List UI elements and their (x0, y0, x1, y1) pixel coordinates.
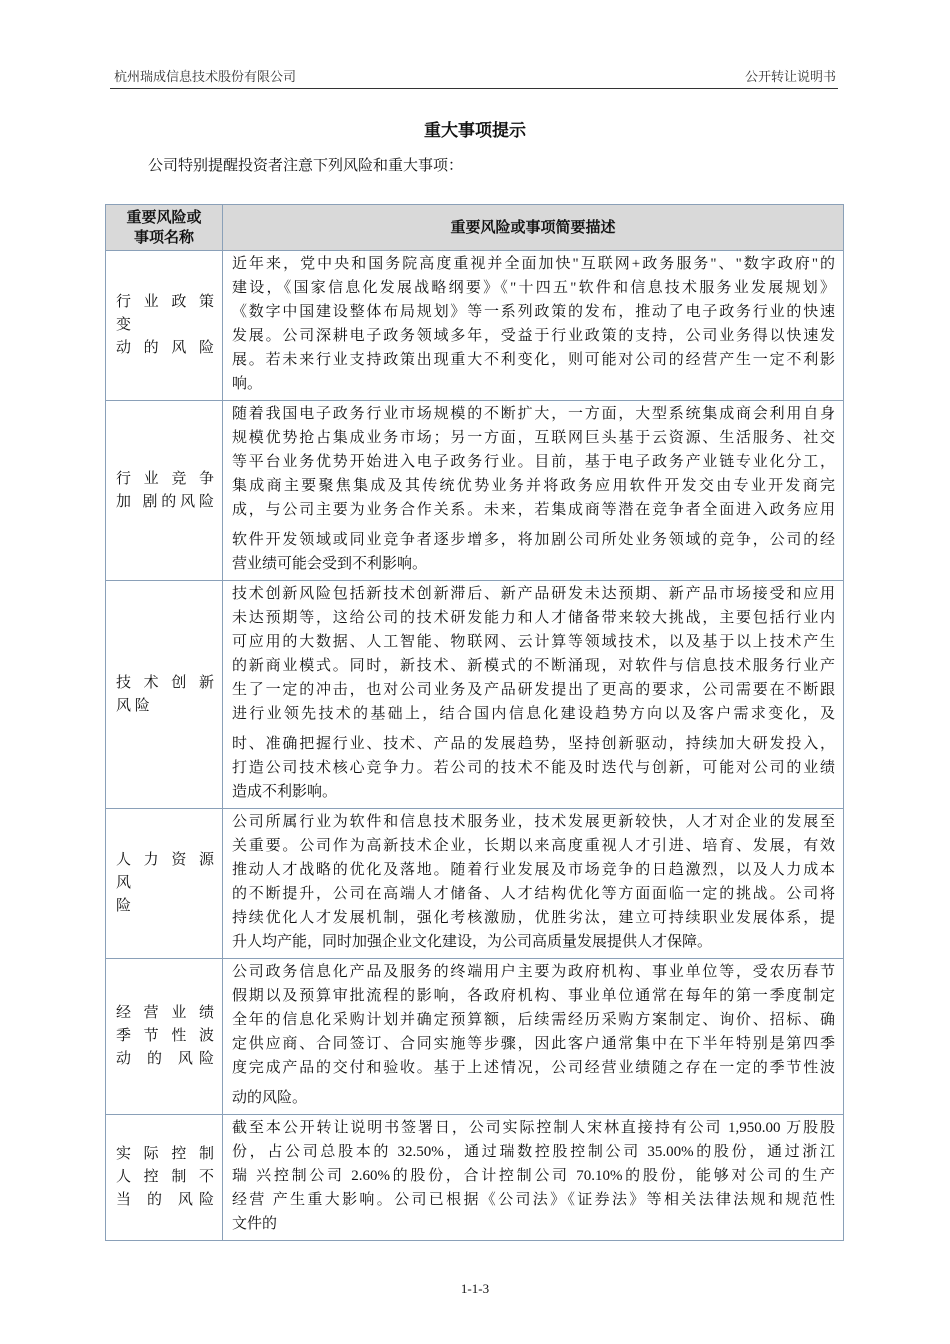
risk-name-line: 行 业 政 策 (116, 294, 214, 310)
risk-name-line: 经 营 业 绩 (116, 1005, 214, 1021)
risk-name-line: 当 的 风险 (116, 1192, 214, 1208)
risk-description (223, 809, 844, 959)
description-line: 未达预期等，这给公司的技术研发能力和人才储备带来较大挑战，主要包括行业内 (232, 610, 835, 626)
risk-name-line: 风 (116, 875, 132, 891)
col-header-desc: 重要风险或事项简要描述 (223, 205, 844, 251)
description-line: 等平台业务优势开始进入电子政务行业。目前，基于电子政务产业链专业化分工， (232, 454, 835, 470)
risk-name (106, 809, 223, 959)
description-line: 可应用的大数据、人工智能、物联网、云计算等领域技术，以及基于以上技术产生 (232, 634, 835, 650)
risk-name-line: 实 际 控 制 (116, 1146, 214, 1162)
risk-description (223, 251, 844, 401)
risk-name-line: 变 (116, 317, 132, 333)
description-line: 的新商业模式。同时，新技术、新模式的不断涌现，对软件与信息技术服务行业产 (232, 658, 835, 674)
description-line: 技术创新风险包括新技术创新滞后、新产品研发未达预期、新产品市场接受和应用 (232, 586, 835, 602)
description-line: 打造公司技术核心竞争力。若公司的技术不能及时迭代与创新，可能对公司的业绩 (232, 760, 835, 776)
description-line: 动的风险。 (232, 1090, 308, 1106)
description-line: 《数字中国建设整体布局规划》等一系列政策的发布，推动了电子政务行业的快速 (232, 304, 835, 320)
risk-name (106, 959, 223, 1115)
description-line: 软件开发领域或同业竞争者逐步增多，将加剧公司所处业务领域的竞争，公司的经 (232, 532, 835, 548)
table-header-row (106, 205, 844, 251)
risk-description (223, 1115, 844, 1241)
risk-description (223, 581, 844, 809)
page-header (110, 64, 838, 89)
description-line: 展。若未来行业支持政策出现重大不利变化，则可能对公司的经营产生一定不利影 (232, 352, 835, 368)
risk-name-line: 人 控 制 不 (116, 1169, 214, 1185)
description-line: 近年来，党中央和国务院高度重视并全面加快"互联网+政务服务"、"数字政府"的 (232, 256, 835, 272)
table-row (106, 959, 844, 1115)
description-line: 造成不利影响。 (232, 784, 338, 800)
risk-name-line: 动的风险 (116, 340, 214, 356)
description-line: 度完成产品的交付和验收。基于上述情况，公司经营业绩随之存在一定的季节性波 (232, 1060, 835, 1076)
document-type: 公开转让说明书 (744, 69, 836, 84)
page-title: 重大事项提示 (424, 121, 526, 140)
risk-name-line: 险 (116, 898, 132, 914)
description-line: 成，与公司主要为业务合作关系。未来，若集成商等潜在竞争者全面进入政务应用 (232, 502, 835, 518)
description-line: 经营 产生重大影响。公司已根据《公司法》《证券法》等相关法律法规和规范性 (232, 1192, 835, 1208)
description-line: 全年的信息化采购计划并确定预算额，后续需经历采购方案制定、询价、招标、确 (232, 1012, 835, 1028)
table-row (106, 401, 844, 581)
description-line: 营业绩可能会受到不利影响。 (232, 556, 428, 572)
description-line: 发展。公司深耕电子政务领域多年，受益于行业政策的支持，公司业务得以快速发 (232, 328, 835, 344)
risk-name-line: 技 术 创 新 (116, 674, 214, 691)
description-line: 响。 (232, 376, 263, 392)
description-line: 的不断提升，公司在高端人才储备、人才结构优化等方面面临一定的挑战。公司将 (232, 886, 835, 902)
risk-name-line: 风 险 (116, 697, 150, 714)
description-line: 进行业领先技术的基础上，结合国内信息化建设趋势方向以及客户需求变化，及 (232, 706, 835, 722)
description-line: 公司政务信息化产品及服务的终端用户主要为政府机构、事业单位等，受农历春节 (232, 964, 835, 980)
risk-name-line: 季 节 性 波 (116, 1028, 214, 1044)
description-line: 瑞 兴控制公司 2.60%的股份，合计控制公司 70.10%的股份，能够对公司的生产 (232, 1168, 835, 1184)
description-line: 生了一定的冲击，也对公司业务及产品研发提出了更高的要求，公司需要在不断跟 (232, 682, 835, 698)
description-line: 截至本公开转让说明书签署日，公司实际控制人宋林直接持有公司 1,950.00 万股股 (232, 1120, 835, 1136)
description-line: 持续优化人才发展机制，强化考核激励，优胜劣汰，建立可持续职业发展体系，提 (232, 910, 835, 926)
description-line: 时、准确把握行业、技术、产品的发展趋势，坚持创新驱动，持续加大研发投入， (232, 736, 835, 752)
description-line: 定供应商、合同签订、合同实施等步骤，因此客户通常集中在下半年特别是第四季 (232, 1036, 835, 1052)
risk-description (223, 401, 844, 581)
risk-description (223, 959, 844, 1115)
risk-name-line: 加 剧的风险 (116, 493, 214, 510)
table-row (106, 251, 844, 401)
risk-name-line: 行 业 竞 争 (116, 470, 214, 487)
col-header-line: 重要风险或 (126, 209, 202, 226)
description-line: 关重要。公司作为高新技术企业，长期以来高度重视人才引进、培育、发展，有效 (232, 838, 835, 854)
risk-table (105, 204, 844, 1241)
intro-text: 公司特别提醒投资者注意下列风险和重大事项： (148, 158, 464, 174)
risk-name (106, 251, 223, 401)
company-name: 杭州瑞成信息技术股份有限公司 (114, 69, 297, 84)
risk-name-line: 人 力 资 源 (116, 852, 214, 868)
description-line: 份，占公司总股本的 32.50%，通过瑞数控股控制公司 35.00%的股份，通过浙江 (232, 1144, 835, 1160)
risk-name (106, 581, 223, 809)
col-header-line: 事项名称 (133, 229, 194, 246)
description-line: 建设，《国家信息化发展战略纲要》《"十四五"软件和信息技术服务业发展规划》 (232, 280, 835, 296)
table-row (106, 581, 844, 809)
description-line: 假期以及预算审批流程的影响，各政府机构、事业单位通常在每年的第一季度制定 (232, 988, 835, 1004)
description-line: 升人均产能，同时加强企业文化建设，为公司高质量发展提供人才保障。 (232, 934, 713, 950)
description-line: 公司所属行业为软件和信息技术服务业，技术发展更新较快，人才对企业的发展至 (232, 814, 835, 830)
risk-name (106, 401, 223, 581)
description-line: 推动人才战略的优化及落地。随着行业发展及市场竞争的日趋激烈，以及人力成本 (232, 862, 835, 878)
risk-name-line: 动 的 风险 (116, 1051, 214, 1067)
table-row (106, 1115, 844, 1241)
col-header-name (106, 205, 223, 251)
table-row (106, 809, 844, 959)
description-line: 文件的 (232, 1216, 278, 1232)
description-line: 规模优势抢占集成业务市场；另一方面，互联网巨头基于云资源、生活服务、社交 (232, 430, 835, 446)
description-line: 随着我国电子政务行业市场规模的不断扩大，一方面，大型系统集成商会利用自身 (232, 406, 835, 422)
description-line: 集成商主要聚焦集成及其传统优势业务并将政务应用软件开发交由专业开发商完 (232, 478, 835, 494)
page-number: 1-1-3 (460, 1281, 490, 1296)
risk-name (106, 1115, 223, 1241)
